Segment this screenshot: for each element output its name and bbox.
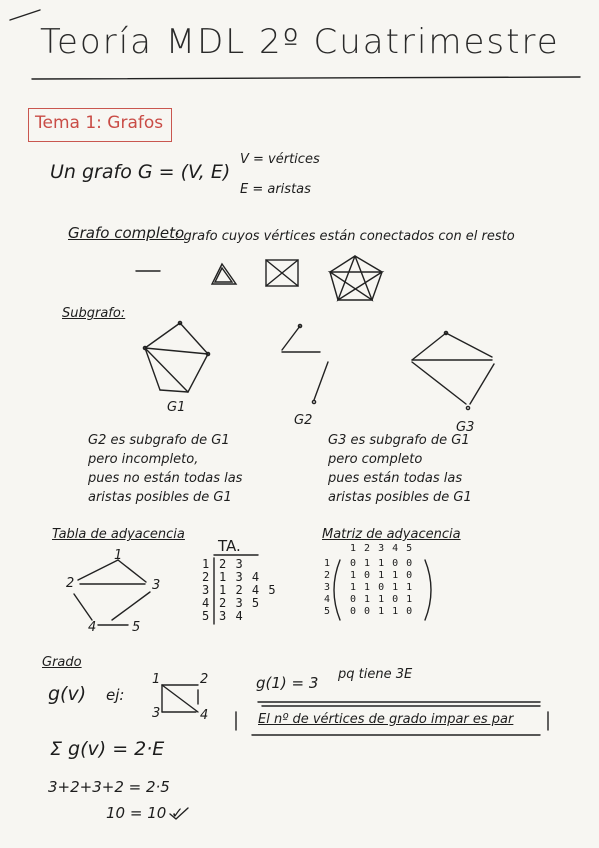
complete-graph-text: : grafo cuyos vértices están conectados con el resto	[175, 229, 515, 244]
edges-definition: E = aristas	[240, 182, 311, 197]
adj-node-2: 2	[66, 576, 75, 591]
graph-g3	[412, 331, 494, 409]
matrix-row-label-3: 3	[324, 582, 332, 593]
g1-label: G1	[167, 400, 186, 415]
adj-node-1: 1	[114, 548, 123, 563]
handshake-result: 10 = 10 ✓	[106, 804, 184, 822]
degree-node-2: 2	[200, 672, 209, 687]
ta-row-2-key: 2	[202, 570, 211, 584]
degree-node-4: 4	[200, 708, 209, 723]
adjacency-graph	[74, 560, 150, 625]
degree-function: g(v)	[48, 683, 87, 705]
g3-note-line2: pero completo	[328, 452, 423, 467]
degree-example-graph	[162, 685, 198, 712]
corner-tick	[10, 10, 40, 20]
complete-graph-heading: Grafo completo	[68, 224, 185, 242]
matrix-row-label-4: 4	[324, 594, 332, 605]
graph-g1	[143, 321, 209, 392]
ta-row-3-val: 1 2 4 5	[219, 583, 277, 597]
adj-node-4: 4	[88, 620, 97, 635]
page-title: Teoría MDL 2º Cuatrimestre	[40, 22, 560, 62]
ta-row-4-val: 2 3 5	[219, 596, 261, 610]
adj-node-3: 3	[152, 578, 161, 593]
matrix-row-3: 1 1 0 1 1	[350, 582, 414, 593]
complete-graph-k3	[212, 264, 236, 284]
ta-row-1-val: 2 3	[219, 557, 244, 571]
ta-label: TA.	[218, 537, 241, 555]
g2-note-line3: pues no están todas las	[88, 471, 243, 486]
adj-node-5: 5	[132, 620, 141, 635]
matrix-row-5: 0 0 1 1 0	[350, 606, 414, 617]
matrix-row-1: 0 1 1 0 0	[350, 558, 414, 569]
matrix-row-2: 1 0 1 1 0	[350, 570, 414, 581]
complete-graph-k5	[330, 256, 382, 300]
g3-label: G3	[456, 420, 475, 435]
handshake-formula: Σ g(v) = 2·E	[50, 738, 165, 760]
degree-example-label: ej:	[106, 686, 125, 704]
g2-note-line1: G2 es subgrafo de G1	[88, 433, 230, 448]
degree-heading: Grado	[42, 655, 82, 670]
g3-note-line3: pues están todas las	[328, 471, 463, 486]
ta-row-5-key: 5	[202, 609, 211, 623]
vertices-definition: V = vértices	[240, 152, 320, 167]
topic-label: Tema 1: Grafos	[35, 113, 164, 133]
ta-row-5-val: 3 4	[219, 609, 244, 623]
degree-node-1: 1	[152, 672, 161, 687]
title-underline	[32, 77, 580, 79]
matrix-row-4: 0 1 1 0 1	[350, 594, 414, 605]
g2-note-line4: aristas posibles de G1	[88, 490, 232, 505]
ta-row-3-key: 3	[202, 583, 211, 597]
subgraph-heading: Subgrafo:	[62, 306, 126, 321]
g2-label: G2	[294, 413, 313, 428]
g3-note-line1: G3 es subgrafo de G1	[328, 433, 470, 448]
complete-graph-k4	[266, 260, 298, 286]
matrix-row-label-1: 1	[324, 558, 332, 569]
matrix-row-label-5: 5	[324, 606, 332, 617]
matrix-column-header: 1 2 3 4 5	[350, 543, 414, 554]
graph-g2	[282, 324, 328, 403]
handshake-example: 3+2+3+2 = 2·5	[48, 778, 170, 796]
degree-of-node-1: g(1) = 3	[256, 674, 319, 692]
odd-degree-theorem: El nº de vértices de grado impar es par	[258, 712, 514, 727]
ta-row-4-key: 4	[202, 596, 211, 610]
ta-row-1-key: 1	[202, 557, 211, 571]
g2-note-line2: pero incompleto,	[88, 452, 199, 467]
adjacency-matrix-heading: Matriz de adyacencia	[322, 527, 461, 542]
graph-formula: Un grafo G = (V, E)	[50, 161, 231, 183]
matrix-row-label-2: 2	[324, 570, 332, 581]
degree-node-3: 3	[152, 706, 161, 721]
ta-row-2-val: 1 3 4	[219, 570, 261, 584]
adjacency-table-heading: Tabla de adyacencia	[52, 527, 185, 542]
g3-note-line4: aristas posibles de G1	[328, 490, 472, 505]
degree-of-node-1-note: pq tiene 3E	[338, 667, 413, 682]
